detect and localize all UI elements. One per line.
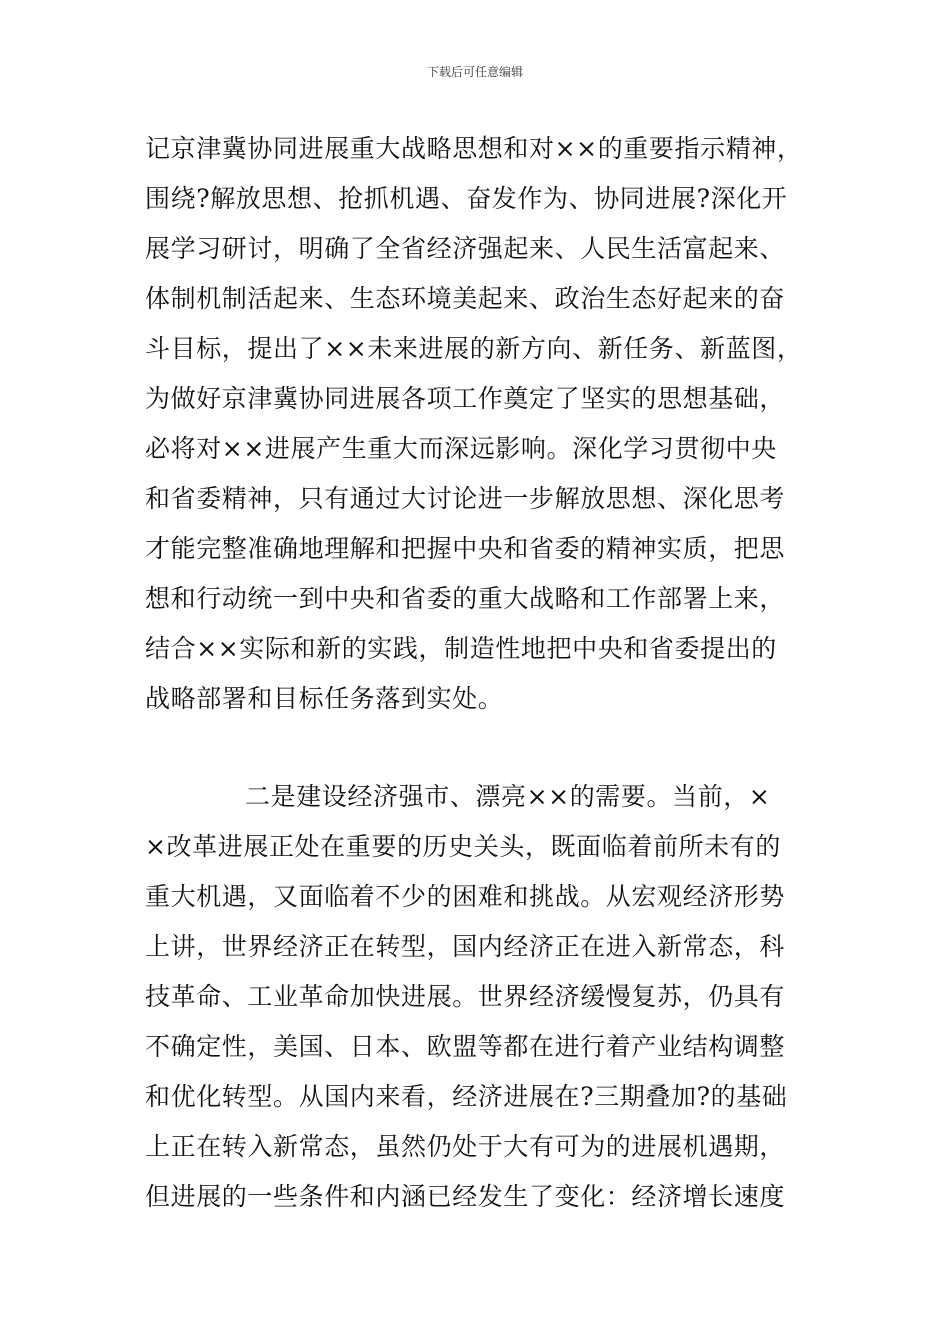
- text-line: 记京津冀协同进展重大战略思想和对××的重要指示精神，: [145, 134, 803, 163]
- text-line: 和优化转型。从国内来看，经济进展在?三期叠加?的基础: [145, 1082, 788, 1111]
- text-line: 为做好京津冀协同进展各项工作奠定了坚实的思想基础，: [145, 384, 786, 413]
- paragraph-1: [145, 124, 815, 724]
- paragraph-2: [145, 772, 815, 1222]
- text-line: 技革命、工业革命加快进展。世界经济缓慢复苏，仍具有: [145, 982, 786, 1011]
- text-line: 围绕?解放思想、抢抓机遇、奋发作为、协同进展?深化开: [145, 184, 788, 213]
- text-line: 重大机遇，又面临着不少的困难和挑战。从宏观经济形势: [145, 882, 786, 911]
- text-line: 才能完整准确地理解和把握中央和省委的精神实质，把思: [145, 534, 786, 563]
- page-header: 下载后可任意编辑: [426, 65, 523, 79]
- text-line: 想和行动统一到中央和省委的重大战略和工作部署上来，: [145, 584, 786, 613]
- text-line: 结合××实际和新的实践，制造性地把中央和省委提出的: [145, 634, 777, 663]
- text-line: ×改革进展正处在重要的历史关头，既面临着前所未有的: [145, 832, 781, 861]
- text-line: 展学习研讨，明确了全省经济强起来、人民生活富起来、: [145, 234, 786, 263]
- text-line: 上正在转入新常态，虽然仍处于大有可为的进展机遇期，: [145, 1132, 786, 1161]
- text-line: 不确定性，美国、日本、欧盟等都在进行着产业结构调整: [145, 1032, 786, 1061]
- text-line: 战略部署和目标任务落到实处。: [145, 684, 504, 713]
- text-line: 但进展的一些条件和内涵已经发生了变化：经济增长速度: [145, 1182, 786, 1211]
- text-line: 斗目标，提出了××未来进展的新方向、新任务、新蓝图，: [145, 334, 803, 363]
- text-line: 必将对××进展产生重大而深远影响。深化学习贯彻中央: [145, 434, 777, 463]
- text-line: 体制机制活起来、生态环境美起来、政治生态好起来的奋: [145, 284, 786, 313]
- text-line: 和省委精神，只有通过大讨论进一步解放思想、深化思考: [145, 484, 786, 513]
- text-line: 二是建设经济强市、漂亮××的需要。当前，×: [245, 782, 771, 811]
- text-line: 上讲，世界经济正在转型，国内经济正在进入新常态，科: [145, 932, 786, 961]
